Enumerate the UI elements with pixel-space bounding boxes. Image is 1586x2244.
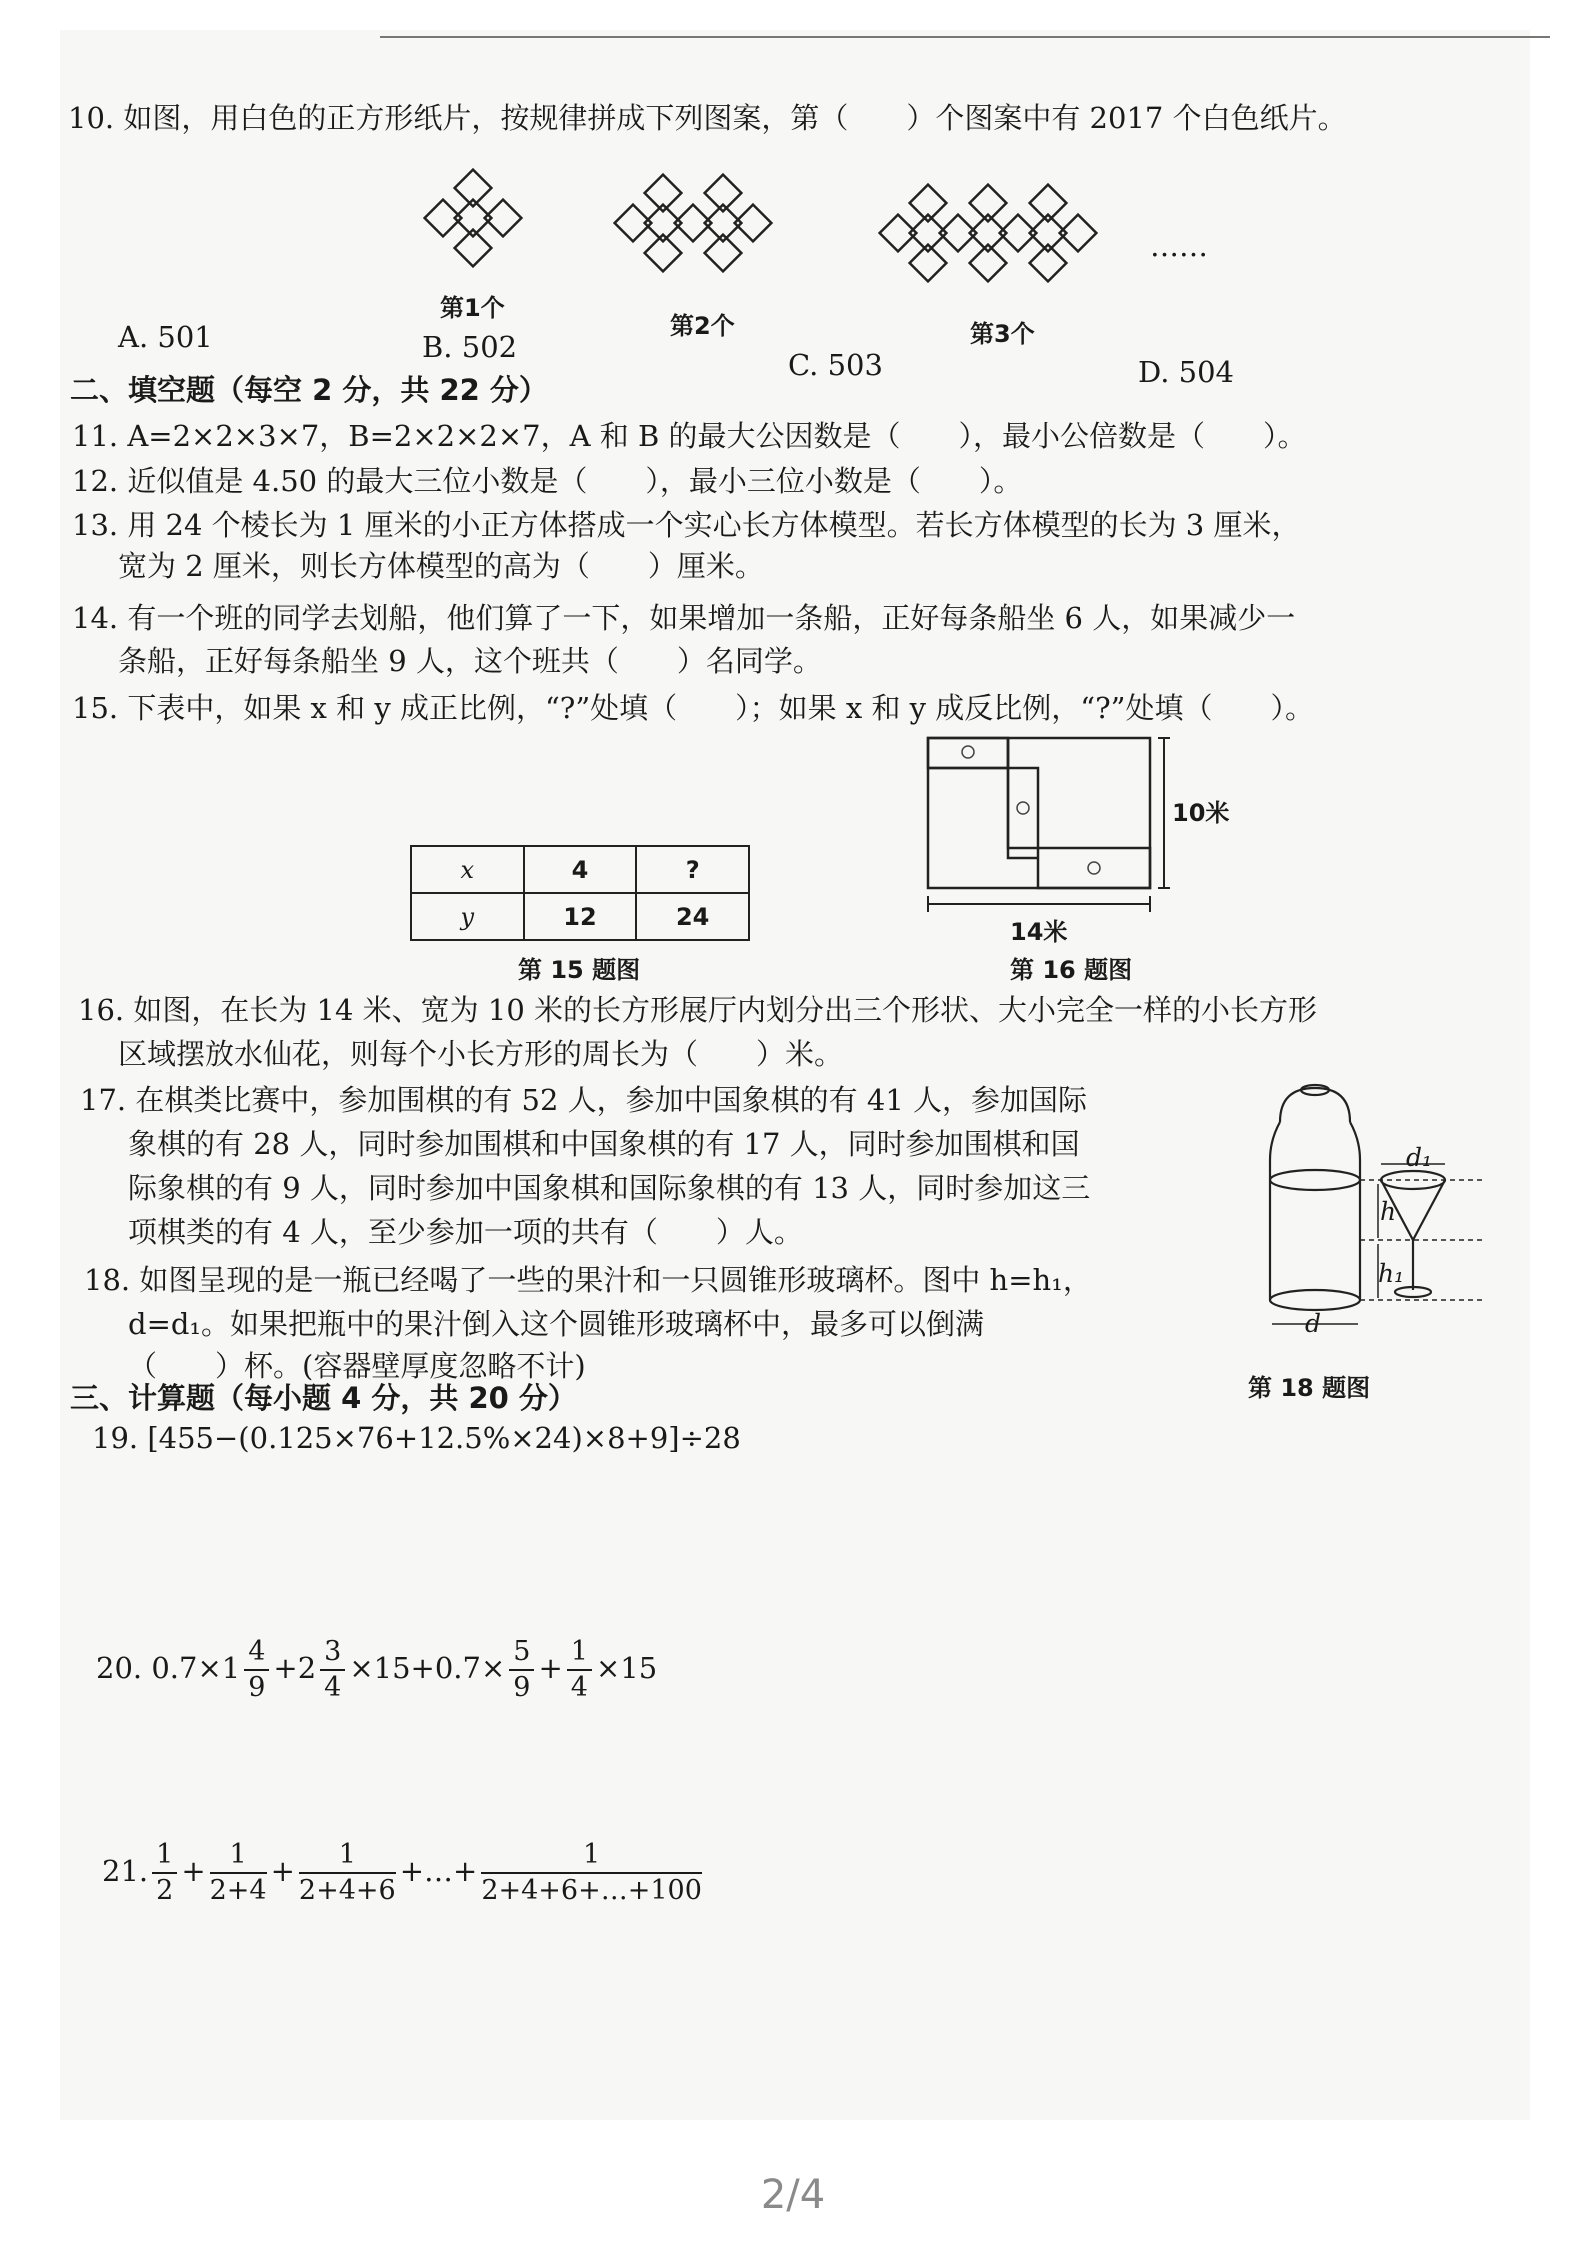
fraction: $\frac{1}{2}$ [152, 1838, 177, 1908]
table-cell: y [411, 893, 524, 940]
question-16-line-2: 区域摆放水仙花，则每个小长方形的周长为（ ）米。 [118, 1037, 844, 1071]
question-10: 10. 如图，用白色的正方形纸片，按规律拼成下列图案，第（ ）个图案中有 2017 个白色纸片。 [68, 101, 1347, 135]
question-13-line-2: 宽为 2 厘米，则长方体模型的高为（ ）厘米。 [118, 549, 764, 583]
table-row [411, 893, 749, 940]
figure-18-caption: 第 18 题图 [1248, 1374, 1371, 1402]
q20-lead: 20. 0.7×1 [96, 1651, 241, 1685]
figure-16-caption: 第 16 题图 [1010, 956, 1133, 984]
pattern-ellipsis: …… [1150, 229, 1208, 263]
fraction: $\frac{1}{2+4}$ [209, 1839, 267, 1906]
pattern-label-1: 第1个 [440, 294, 505, 322]
option-d: D. 504 [1138, 355, 1235, 389]
question-18-line-3: （ ）杯。(容器壁厚度忽略不计) [128, 1349, 586, 1383]
figure-18-label-d: d [1305, 1309, 1322, 1338]
figure-18-label-h: h [1380, 1197, 1397, 1226]
question-17-line-2: 象棋的有 28 人，同时参加围棋和中国象棋的有 17 人，同时参加围棋和国 [128, 1127, 1080, 1161]
pattern-label-2: 第2个 [670, 312, 735, 340]
question-21: 21. $\frac{1}{2}$ + $\frac{1}{2+4}$ + $\frac{1}{2+4+6}$ +…+ $\frac{1}{2+4+6+\dots+100}$ [102, 1839, 702, 1906]
table-cell: ? [636, 846, 749, 893]
page-indicator: 2/4 [760, 2172, 826, 2218]
question-17-line-4: 项棋类的有 4 人，至少参加一项的共有（ ）人。 [128, 1215, 803, 1249]
question-11: 11. A=2×2×3×7，B=2×2×2×7，A 和 B 的最大公因数是（ ），最小公倍数是（ ）。 [72, 419, 1307, 453]
figure-16-height-label: 10米 [1172, 799, 1230, 827]
fraction: $\frac{3}{4}$ [320, 1635, 345, 1705]
fraction: $\frac{1}{2+4+6}$ [298, 1839, 396, 1906]
option-b: B. 502 [422, 330, 518, 364]
fraction: $\frac{5}{9}$ [509, 1635, 534, 1705]
paper-sheet [60, 30, 1530, 2120]
table-row [411, 846, 749, 893]
table-15-caption: 第 15 题图 [518, 956, 641, 984]
question-13-line-1: 13. 用 24 个棱长为 1 厘米的小正方体搭成一个实心长方体模型。若长方体模型的长为 3 厘米， [72, 508, 1301, 542]
figure-18-label-d1: d₁ [1406, 1143, 1433, 1172]
fraction: $\frac{4}{9}$ [244, 1635, 269, 1705]
question-17-line-3: 际象棋的有 9 人，同时参加中国象棋和国际象棋的有 13 人，同时参加这三 [128, 1171, 1091, 1205]
fraction: $\frac{1}{4}$ [567, 1635, 592, 1705]
question-18-line-2: d=d₁。如果把瓶中的果汁倒入这个圆锥形玻璃杯中，最多可以倒满 [128, 1307, 985, 1341]
option-c: C. 503 [788, 348, 883, 382]
section-3-heading: 三、计算题（每小题 4 分，共 20 分） [70, 1381, 577, 1415]
question-14-line-1: 14. 有一个班的同学去划船，他们算了一下，如果增加一条船，正好每条船坐 6 人，如果减少一 [72, 601, 1296, 635]
figure-18 [1250, 1080, 1490, 1370]
pattern-figure-1 [410, 170, 550, 280]
table-cell: 24 [636, 893, 749, 940]
option-a: A. 501 [118, 320, 213, 354]
top-rule [380, 36, 1550, 38]
table-15 [410, 845, 750, 941]
table-cell: 4 [524, 846, 637, 893]
pattern-figure-2 [600, 175, 800, 290]
question-17-line-1: 17. 在棋类比赛中，参加围棋的有 52 人，参加中国象棋的有 41 人，参加国际 [80, 1083, 1088, 1117]
figure-16-width-label: 14米 [1010, 918, 1068, 946]
figure-16 [920, 730, 1180, 930]
fraction: $\frac{1}{2+4+6+\dots+100}$ [481, 1839, 702, 1906]
pattern-figure-3 [865, 185, 1125, 300]
pattern-label-3: 第3个 [970, 320, 1035, 348]
table-cell: 12 [524, 893, 637, 940]
question-12: 12. 近似值是 4.50 的最大三位小数是（ ），最小三位小数是（ ）。 [72, 464, 1023, 498]
question-20: 20. 0.7×1 $\frac{4}{9}$ +2 $\frac{3}{4}$ ×15+0.7× $\frac{5}{9}$ + $\frac{1}{4}$ ×15 [96, 1636, 658, 1703]
question-15: 15. 下表中，如果 x 和 y 成正比例，“?”处填（ ）；如果 x 和 y 成反比例，“?”处填（ ）。 [72, 691, 1314, 725]
question-18-line-1: 18. 如图呈现的是一瓶已经喝了一些的果汁和一只圆锥形玻璃杯。图中 h=h₁， [84, 1263, 1092, 1297]
question-16-line-1: 16. 如图，在长为 14 米、宽为 10 米的长方形展厅内划分出三个形状、大小完全一样的小长方形 [78, 993, 1318, 1027]
figure-18-label-h1: h₁ [1378, 1259, 1405, 1288]
section-2-heading: 二、填空题（每空 2 分，共 22 分） [70, 373, 548, 407]
question-19: 19. [455−(0.125×76+12.5%×24)×8+9]÷28 [92, 1421, 741, 1455]
table-cell: x [411, 846, 524, 893]
question-14-line-2: 条船，正好每条船坐 9 人，这个班共（ ）名同学。 [118, 644, 822, 678]
